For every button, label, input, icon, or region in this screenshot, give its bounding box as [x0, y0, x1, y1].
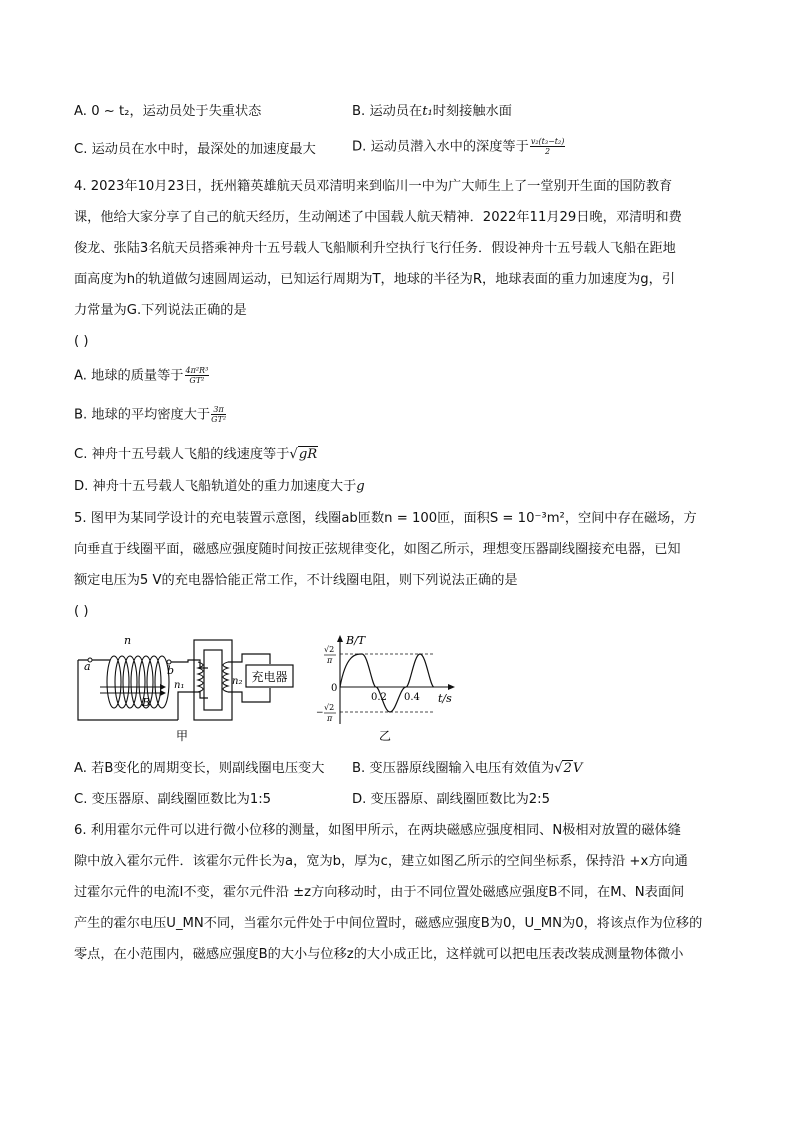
q6-line-1: 6. 利用霍尔元件可以进行微小位移的测量，如图甲所示，在两块磁感应强度相同、N极相对放置的磁体缝 — [74, 823, 681, 838]
y-min-den: π — [327, 714, 333, 723]
figure-yi-graph — [310, 632, 470, 744]
caption-jia: 甲 — [175, 729, 189, 743]
q3-option-a: A. 0 ~ t₂，运动员处于失重状态 — [74, 104, 262, 119]
q4-line-1: 4. 2023年10月23日，抚州籍英雄航天员邓清明来到临川一中为广大师生上了一堂别开生面的国防教育 — [74, 179, 673, 194]
q6-line-2: 隙中放入霍尔元件．该霍尔元件长为a，宽为b，厚为c，建立如图乙所示的空间坐标系，保持沿 +x方向通 — [74, 854, 688, 869]
secondary-coil — [223, 662, 228, 692]
q4-option-a: A. 地球的质量等于 $\frac{\text{4π²R³}}{\text{GT²}}$ — [74, 366, 209, 385]
q3-option-a-text: 0 ~ t₂，运动员处于失重状态 — [91, 104, 262, 119]
q3-option-d: D. 运动员潜入水中的深度等于 $\frac{\text{v₂(t₃−t₂)}}{2}$ — [352, 137, 565, 156]
q5-line-1: 5. 图甲为某同学设计的充电装置示意图，线圈ab匝数n = 100匝，面积S = 10⁻³m²，空间中存在磁场，方 — [74, 511, 697, 526]
q4-option-c: C. 神舟十五号载人飞船的线速度等于√gR — [74, 447, 318, 462]
label-n: n — [124, 634, 132, 647]
y-axis-label: B/T — [346, 634, 366, 647]
tick-0.2: 0.2 — [371, 692, 387, 703]
label-a: a — [84, 660, 91, 673]
q5-option-b: B. 变压器原线圈输入电压有效值为√2V — [352, 761, 583, 776]
q4-line-5: 力常量为G.下列说法正确的是 — [74, 303, 247, 318]
q4-option-d: D. 神舟十五号载人飞船轨道处的重力加速度大于g — [74, 479, 365, 494]
y-min-sign: − — [316, 708, 324, 718]
x-axis-label: t/s — [438, 692, 452, 705]
arrowhead — [160, 684, 166, 690]
label-n2: n₂ — [232, 676, 243, 687]
q5-option-d: D. 变压器原、副线圈匝数比为2:5 — [352, 792, 551, 807]
sqrt: √2 — [554, 761, 572, 776]
arrowhead — [160, 690, 166, 696]
q5-option-a: A. 若B变化的周期变长，则副线圈电压变大 — [74, 761, 325, 776]
q4-option-b: B. 地球的平均密度大于 $\frac{3\pi}{\text{GT²}}$ — [74, 405, 227, 424]
y-max-num: √2 — [324, 645, 335, 654]
y-axis-arrow — [337, 635, 343, 642]
caption-yi: 乙 — [378, 729, 392, 743]
fraction: $\frac{\text{4π²R³}}{\text{GT²}}$ — [185, 366, 209, 385]
circuit-wire — [228, 654, 270, 664]
origin-label: 0 — [331, 683, 338, 694]
q5-option-c: C. 变压器原、副线圈匝数比为1:5 — [74, 792, 272, 807]
q4-answer-blank: ( ) — [74, 334, 89, 349]
sqrt: √gR — [289, 447, 318, 462]
circuit-wire — [228, 688, 270, 702]
label-B: B — [142, 696, 151, 709]
q6-line-5: 零点，在小范围内，磁感应强度B的大小与位移z的大小成正比，这样就可以把电压表改装成测量物体微小 — [74, 947, 684, 962]
y-max-den: π — [327, 656, 333, 665]
q5-answer-blank: ( ) — [74, 604, 89, 619]
label-b: b — [167, 664, 175, 677]
tick-0.4: 0.4 — [404, 692, 420, 703]
x-axis-arrow — [448, 684, 455, 690]
q3-option-c: C. 运动员在水中时，最深处的加速度最大 — [74, 142, 316, 157]
coil-n — [107, 656, 169, 708]
q6-line-4: 产生的霍尔电压U_MN不同，当霍尔元件处于中间位置时，磁感应强度B为0，U_MN为0，将该点作为位移的 — [74, 916, 703, 931]
q5-line-3: 额定电压为5 V的充电器恰能正常工作，不计线圈电阻，则下列说法正确的是 — [74, 573, 518, 588]
q3-option-b: B. 运动员在t₁时刻接触水面 — [352, 104, 512, 119]
q6-line-3: 过霍尔元件的电流I不变，霍尔元件沿 ±z方向移动时，由于不同位置处磁感应强度B不同，在M、N表面间 — [74, 885, 685, 900]
q4-line-4: 面高度为h的轨道做匀速圆周运动，已知运行周期为T，地球的半径为R，地球表面的重力加速度为g，引 — [74, 272, 676, 287]
q4-line-3: 俊龙、张陆3名航天员搭乘神舟十五号载人飞船顺利升空执行飞行任务．假设神舟十五号载人飞船在距地 — [74, 241, 676, 256]
sine-curve — [340, 654, 434, 712]
q5-line-2: 向垂直于线圈平面，磁感应强度随时间按正弦规律变化，如图乙所示，理想变压器副线圈接充电器，已知 — [74, 542, 681, 557]
fraction: $\frac{\text{v₂(t₃−t₂)}}{2}$ — [530, 137, 565, 156]
fraction: $\frac{3\pi}{\text{GT²}}$ — [211, 405, 227, 424]
transformer-core-inner — [204, 650, 222, 710]
label-n1: n₁ — [174, 680, 185, 691]
q4-line-2: 课，他给大家分享了自己的航天经历，生动阐述了中国载人航天精神．2022年11月29日晚，邓清明和费 — [74, 210, 682, 225]
figure-jia-circuit — [70, 632, 300, 744]
charger-label: 充电器 — [251, 670, 288, 684]
y-min-num: √2 — [324, 703, 335, 712]
